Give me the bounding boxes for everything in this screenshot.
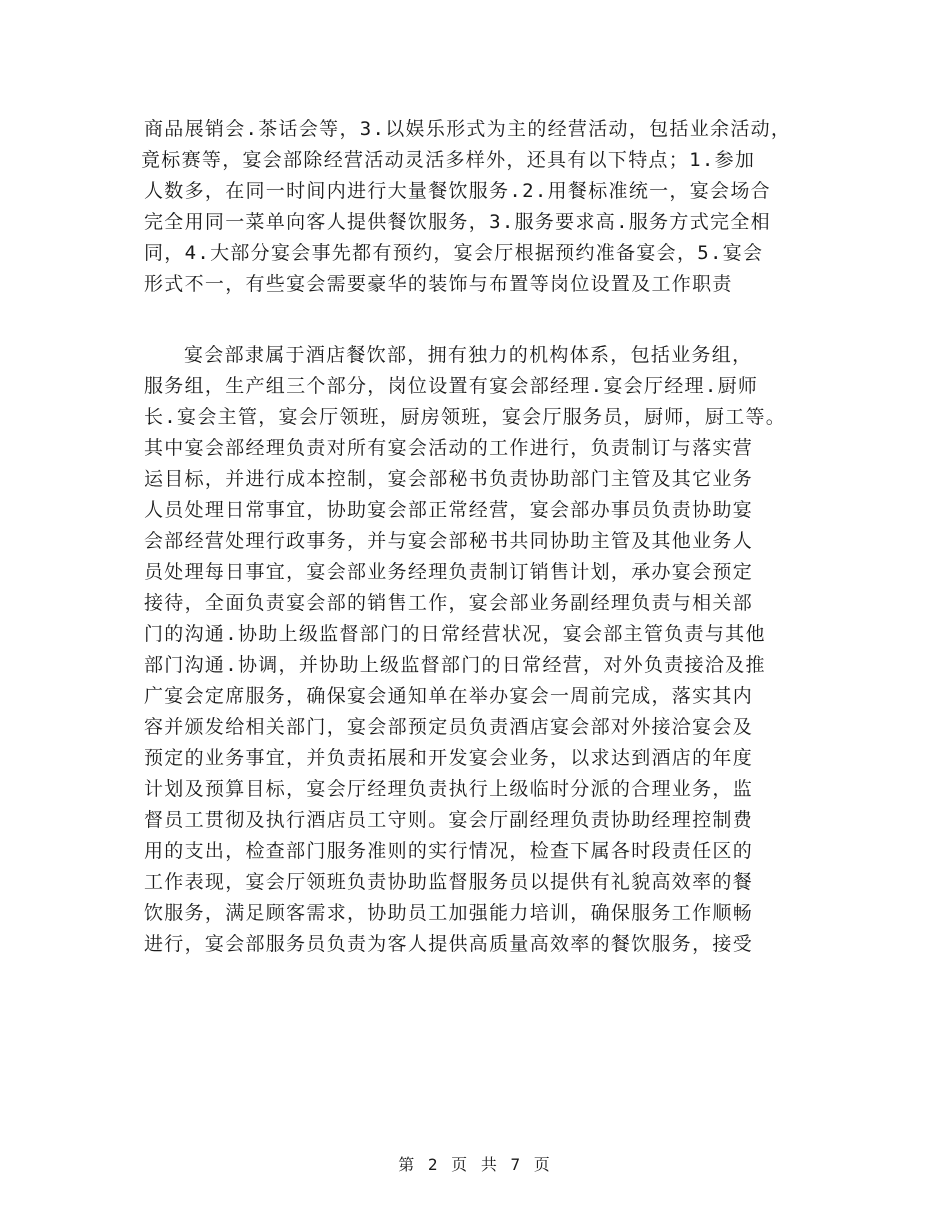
- text-line: 竟标赛等，宴会部除经营活动灵活多样外，还具有以下特点；1.参加: [141, 149, 756, 171]
- text-line: 同，4.大部分宴会事先都有预约，宴会厅根据预约准备宴会，5.宴会: [144, 242, 764, 264]
- text-line: 形式不一，有些宴会需要豪华的装饰与布置等岗位设置及工作职责: [144, 273, 733, 295]
- text-line: 工作表现，宴会厅领班负责协助监督服务员以提供有礼貌高效率的餐: [144, 871, 754, 893]
- text-line: 员处理每日事宜，宴会部业务经理负责制订销售计划，承办宴会预定: [144, 561, 754, 583]
- text-line: 饮服务，满足顾客需求，协助员工加强能力培训，确保服务工作顺畅: [144, 902, 754, 924]
- text-line: 服务组，生产组三个部分，岗位设置有宴会部经理.宴会厅经理.厨师: [144, 375, 759, 397]
- text-line: 用的支出，检查部门服务准则的实行情况，检查下属各时段责任区的: [144, 840, 754, 862]
- text-line: 广宴会定席服务，确保宴会通知单在举办宴会一周前完成，落实其内: [144, 685, 754, 707]
- text-line: 部门沟通.协调，并协助上级监督部门的日常经营，对外负责接洽及推: [144, 654, 766, 676]
- text-line: 运目标，并进行成本控制，宴会部秘书负责协助部门主管及其它业务: [144, 468, 754, 490]
- text-line: 商品展销会.茶话会等，3.以娱乐形式为主的经营活动，包括业余活动，: [144, 118, 792, 140]
- text-line: 其中宴会部经理负责对所有宴会活动的工作进行，负责制订与落实营: [144, 437, 754, 459]
- text-line: 宴会部隶属于酒店餐饮部，拥有独力的机构体系，包括业务组，: [184, 344, 753, 366]
- text-line: 会部经营处理行政事务，并与宴会部秘书共同协助主管及其他业务人: [144, 530, 754, 552]
- text-line: 长.宴会主管，宴会厅领班，厨房领班，宴会厅服务员，厨师，厨工等。: [144, 406, 787, 428]
- page-footer: 第 2 页 共 7 页: [398, 1155, 552, 1174]
- text-line: 人员处理日常事宜，协助宴会部正常经营，宴会部办事员负责协助宴: [144, 499, 754, 521]
- text-line: 预定的业务事宜，并负责拓展和开发宴会业务，以求达到酒店的年度: [144, 747, 754, 769]
- text-line: 督员工贯彻及执行酒店员工守则。宴会厅副经理负责协助经理控制费: [144, 809, 754, 831]
- text-line: 人数多，在同一时间内进行大量餐饮服务.2.用餐标准统一，宴会场合: [144, 180, 771, 202]
- text-line: 进行，宴会部服务员负责为客人提供高质量高效率的餐饮服务，接受: [144, 933, 754, 955]
- text-line: 门的沟通.协助上级监督部门的日常经营状况，宴会部主管负责与其他: [144, 623, 766, 645]
- text-line: 容并颁发给相关部门，宴会部预定员负责酒店宴会部对外接洽宴会及: [144, 716, 754, 738]
- text-line: 接待，全面负责宴会部的销售工作，宴会部业务副经理负责与相关部: [144, 592, 754, 614]
- text-line: 计划及预算目标，宴会厅经理负责执行上级临时分派的合理业务，监: [144, 778, 754, 800]
- text-line: 完全用同一菜单向客人提供餐饮服务，3.服务要求高.服务方式完全相: [144, 211, 771, 233]
